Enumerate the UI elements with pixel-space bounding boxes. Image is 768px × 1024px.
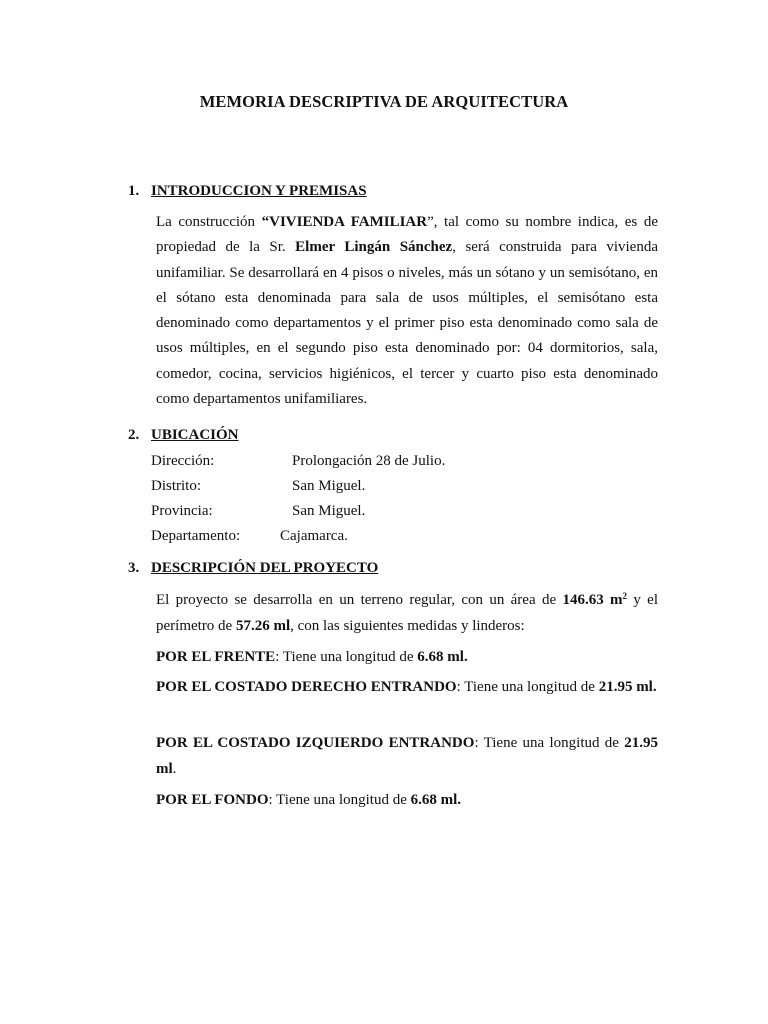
boundary-text: : Tiene una longitud de — [456, 679, 599, 695]
location-value: San Miguel. — [292, 478, 366, 494]
section-heading-intro — [128, 183, 367, 200]
section-number: 2. — [128, 427, 140, 443]
section-number: 1. — [128, 183, 140, 199]
section-title: INTRODUCCION Y PREMISAS — [151, 183, 367, 199]
project-text-2: y el perímetro de — [156, 592, 658, 634]
project-text-3: , con las siguientes medidas y linderos: — [290, 617, 525, 634]
boundary-value: 6.68 ml. — [417, 649, 468, 665]
section-heading-project — [128, 560, 378, 577]
area-exponent: 2 — [622, 591, 628, 601]
section-title: UBICACIÓN — [151, 427, 239, 443]
boundary-label: POR EL FRENTE — [156, 649, 276, 665]
boundary-end: . — [172, 760, 177, 777]
location-value: Cajamarca. — [280, 528, 348, 544]
intro-text-3: , será construida para vivienda unifamiliar. Se desarrollará en 4 pisos o niveles, más un sótano y un semisótano, en el sótano esta denominada para sala de usos múltiples, el semisótano esta denominado como departamentos y el primer piso esta denominado como sala de usos múltiples, en el segundo piso esta denominado por: 04 dormitorios, sala, comedor, cocina, servicios higiénicos, el tercer y cuarto piso esta denominado como departamentos unifamiliares. — [156, 239, 658, 408]
intro-text-2: ”, tal como su nombre indica, es de propiedad de la Sr. — [156, 214, 658, 256]
location-label: Departamento: — [151, 528, 241, 544]
project-name: “VIVIENDA FAMILIAR — [261, 214, 428, 230]
boundary-label: POR EL COSTADO IZQUIERDO ENTRANDO — [156, 735, 475, 751]
intro-paragraph — [156, 210, 658, 412]
boundary-front — [156, 645, 658, 671]
section-number: 3. — [128, 560, 140, 576]
boundary-text: : Tiene una longitud de — [275, 649, 418, 665]
location-label: Dirección: — [151, 453, 215, 469]
location-value: San Miguel. — [292, 503, 366, 519]
intro-text-1: La construcción — [156, 214, 262, 230]
location-label: Distrito: — [151, 478, 202, 494]
section-heading-location — [128, 427, 239, 444]
boundary-text: : Tiene una longitud de — [268, 792, 411, 808]
boundary-label: POR EL COSTADO DERECHO ENTRANDO — [156, 679, 457, 695]
boundary-value: 6.68 ml. — [410, 792, 462, 808]
owner-name: Elmer Lingán Sánchez — [295, 239, 453, 256]
boundary-text: : Tiene una longitud de — [474, 735, 625, 751]
boundary-right — [156, 675, 658, 701]
section-title: DESCRIPCIÓN DEL PROYECTO — [151, 560, 379, 576]
location-value: Prolongación 28 de Julio. — [292, 453, 446, 469]
project-paragraph — [156, 588, 658, 639]
boundary-value: 21.95 ml. — [598, 679, 657, 695]
boundary-label: POR EL FONDO — [156, 792, 269, 808]
perimeter-value: 57.26 ml — [235, 617, 291, 634]
project-text-1: El proyecto se desarrolla en un terreno regular, con un área de — [156, 592, 563, 608]
boundary-back — [156, 788, 658, 814]
boundary-value: 21.95 ml — [156, 735, 658, 777]
location-label: Provincia: — [151, 503, 213, 519]
boundary-left — [156, 731, 658, 782]
area-value: 146.63 m — [562, 592, 623, 608]
document-title: MEMORIA DESCRIPTIVA DE ARQUITECTURA — [199, 92, 569, 111]
